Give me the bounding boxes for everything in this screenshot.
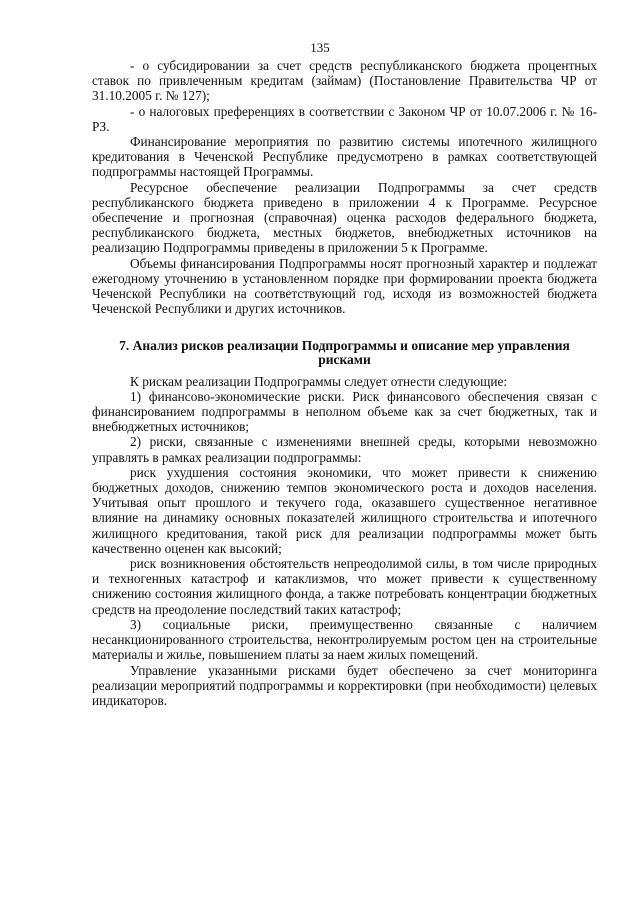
paragraph-economy-risk: риск ухудшения состояния экономики, что может привести к снижению бюджетных доходов, снижению темпов экономического роста и доходов населения. Учитывая опыт прошлого и текучего года, оказавшего существенное негативное влияние на динамику основных показателей жилищного строительства и ипотечного жилищного кредитования, такой риск для реализации подпрограммы может быть качественно оценен как высокий; <box>92 464 597 556</box>
page-number: 135 <box>310 40 330 55</box>
paragraph-subsidy: - о субсидировании за счет средств республиканского бюджета процентных ставок по привлеченным кредитам (займам) (Постановление Правительства ЧР от 31.10.2005 г. № 127); <box>92 58 597 104</box>
section-heading: 7. Анализ рисков реализации Подпрограммы и описание мер управления рисками <box>119 338 570 368</box>
paragraph-resource-provision: Ресурсное обеспечение реализации Подпрограммы за счет средств республиканского бюджета приведено в приложении 4 к Программе. Ресурсное обеспечение и прогнозная (справочная) оценка расходов федерального бюджета, республиканского бюджета, местных бюджетов, внебюджетных источников на реализацию Подпрограммы приведены в приложении 5 к Программе. <box>92 179 597 256</box>
paragraph-risk-management: Управление указанными рисками будет обеспечено за счет мониторинга реализации мероприятий подпрограммы и корректировки (при необходимости) целевых индикаторов. <box>92 662 597 708</box>
paragraph-financial-risks: 1) финансово-экономические риски. Риск финансового обеспечения связан с финансированием подпрограммы в неполном объеме как за счет бюджетных, так и внебюджетных источников; <box>92 388 597 435</box>
paragraph-external-risks: 2) риски, связанные с изменениями внешней среды, которыми невозможно управлять в рамках реализации подпрограммы: <box>92 434 597 465</box>
page-body <box>92 58 597 708</box>
paragraph-financing-volumes: Объемы финансирования Подпрограммы носят прогнозный характер и подлежат ежегодному уточнению в установленном порядке при формировании проекта бюджета Чеченской Республики на соответствующий год, исходя из возможностей бюджета Чеченской Республики и других источников. <box>92 255 597 317</box>
paragraph-mortgage-financing: Финансирование мероприятия по развитию системы ипотечного жилищного кредитования в Чеченской Республике предусмотрено в рамках соответствующей подпрограммы настоящей Программы. <box>92 134 597 180</box>
paragraph-tax-preferences: - о налоговых преференциях в соответствии с Законом ЧР от 10.07.2006 г. № 16-РЗ. <box>92 103 597 134</box>
paragraph-social-risks: 3) социальные риски, преимущественно связанные с наличием несанкционированного строительства, неконтролируемым ростом цен на строительные материалы и жилье, повышением платы за наем жилых помещений. <box>92 616 597 663</box>
paragraph-force-majeure-risk: риск возникновения обстоятельств непреодолимой силы, в том числе природных и техногенных катастроф и катаклизмов, что может привести к существенному снижению состояния жилищного фонда, а также потребовать концентрации бюджетных средств на преодоление последствий таких катастроф; <box>92 556 597 617</box>
paragraph-risks-intro: К рискам реализации Подпрограммы следует отнести следующие: <box>130 373 508 389</box>
